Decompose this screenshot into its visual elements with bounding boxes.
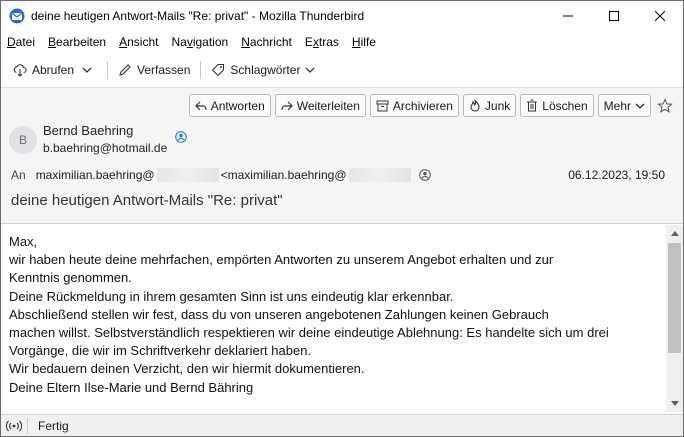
message-date: 06.12.2023, 19:50 bbox=[568, 168, 665, 182]
recipient-address[interactable]: <maximilian.baehring@ bbox=[220, 168, 347, 182]
status-text: Fertig bbox=[38, 418, 69, 433]
message-header bbox=[1, 87, 683, 224]
message-body-text bbox=[9, 233, 659, 397]
body-line: Wir bedauern deinen Verzicht, den wir hiermit dokumentieren. bbox=[9, 361, 365, 377]
menu-ansicht-key: A bbox=[119, 35, 128, 49]
title-bar bbox=[1, 1, 683, 31]
redacted-block bbox=[349, 168, 411, 182]
recipient-name[interactable]: maximilian.baehring@ bbox=[35, 168, 155, 182]
menu-nachricht[interactable] bbox=[241, 35, 292, 49]
star-icon bbox=[657, 98, 673, 114]
body-line: Kenntnis genommen. bbox=[9, 270, 132, 286]
cloud-download-icon bbox=[13, 63, 27, 77]
pencil-icon bbox=[118, 63, 132, 77]
message-actions bbox=[185, 94, 675, 117]
scroll-down-button[interactable] bbox=[666, 395, 683, 412]
menu-hilfe[interactable] bbox=[352, 35, 376, 49]
body-line: wir haben heute deine mehrfachen, empörten Antworten zu unserem Angebot erhalten und zur bbox=[9, 252, 554, 268]
body-line: Vorgänge, die wir im Schriftverkehr deklariert haben. bbox=[9, 343, 312, 359]
tag-icon bbox=[211, 63, 225, 77]
reply-arrow-icon bbox=[195, 100, 207, 112]
fetch-dropdown-button[interactable] bbox=[78, 58, 101, 82]
forward-button[interactable] bbox=[275, 94, 366, 117]
compose-label: Verfassen bbox=[137, 63, 191, 77]
menu-ansicht[interactable] bbox=[119, 35, 158, 49]
menu-navigation-rest: igation bbox=[192, 35, 229, 49]
maximize-button[interactable] bbox=[591, 1, 637, 31]
tags-label: Schlagwörter bbox=[230, 63, 301, 77]
menu-bearbeiten-rest: earbeiten bbox=[56, 35, 107, 49]
chevron-down-icon bbox=[635, 102, 645, 110]
menu-extras-rest: tras bbox=[318, 35, 339, 49]
menu-navigation-key: v bbox=[186, 35, 193, 49]
tags-button[interactable] bbox=[207, 58, 319, 82]
sender-email[interactable]: b.baehring@hotmail.de bbox=[43, 141, 168, 155]
delete-button[interactable] bbox=[520, 94, 593, 117]
scroll-thumb[interactable] bbox=[668, 243, 681, 353]
menu-extras[interactable] bbox=[305, 35, 339, 49]
menu-datei-rest: atei bbox=[15, 35, 36, 49]
body-line: Max, bbox=[9, 234, 38, 249]
fetch-label: Abrufen bbox=[32, 63, 75, 77]
message-subject: deine heutigen Antwort-Mails "Re: privat" bbox=[11, 192, 283, 209]
menu-hilfe-rest: ilfe bbox=[360, 35, 376, 49]
recipient-row bbox=[11, 168, 675, 182]
scroll-up-arrow-icon bbox=[671, 231, 679, 236]
window-title: deine heutigen Antwort-Mails "Re: privat" - Mozilla Thunderbird bbox=[31, 9, 365, 23]
contact-icon[interactable] bbox=[419, 169, 431, 181]
main-toolbar bbox=[1, 56, 683, 84]
broadcast-icon bbox=[6, 420, 22, 432]
redacted-block bbox=[157, 168, 219, 182]
menu-bar bbox=[1, 32, 683, 52]
body-line: Abschließend stellen wir fest, dass du von unseren angebotenen Zahlungen keinen Gebrauch bbox=[9, 306, 549, 322]
sender-name[interactable]: Bernd Baehring bbox=[43, 123, 134, 138]
to-label: An bbox=[11, 168, 26, 182]
compose-button[interactable] bbox=[114, 58, 194, 82]
chevron-down-icon bbox=[305, 66, 315, 74]
forward-arrow-icon bbox=[281, 100, 293, 112]
close-icon bbox=[655, 11, 665, 21]
menu-nachricht-rest: achricht bbox=[249, 35, 292, 49]
minimize-icon bbox=[563, 11, 573, 21]
menu-extras-key: x bbox=[312, 35, 319, 49]
star-button[interactable] bbox=[655, 94, 675, 117]
status-separator bbox=[27, 418, 28, 434]
scroll-down-arrow-icon bbox=[671, 401, 679, 406]
junk-label: Junk bbox=[484, 98, 511, 113]
chevron-down-icon bbox=[82, 66, 92, 74]
scroll-up-button[interactable] bbox=[666, 225, 683, 242]
menu-datei[interactable] bbox=[7, 35, 35, 49]
archive-box-icon bbox=[376, 100, 389, 112]
body-line: machen willst. Selbstverständlich respektieren wir deine eindeutige Ablehnung: Es handelte sich um drei bbox=[9, 325, 609, 341]
menu-navigation[interactable] bbox=[171, 35, 228, 49]
minimize-button[interactable] bbox=[545, 1, 591, 31]
menu-bearbeiten[interactable] bbox=[48, 35, 106, 49]
reply-label: Antworten bbox=[210, 98, 265, 113]
menu-navigation-pre: Na bbox=[171, 35, 187, 49]
status-bar bbox=[1, 414, 683, 436]
fetch-button[interactable] bbox=[9, 58, 78, 82]
archive-label: Archivieren bbox=[392, 98, 453, 113]
online-status-button[interactable] bbox=[1, 420, 27, 432]
maximize-icon bbox=[609, 11, 619, 21]
menu-datei-key: D bbox=[7, 35, 16, 49]
toolbar-separator-2 bbox=[200, 61, 201, 79]
forward-label: Weiterleiten bbox=[296, 98, 360, 113]
more-button[interactable] bbox=[598, 94, 651, 117]
trash-icon bbox=[526, 99, 538, 112]
menu-ansicht-rest: nsicht bbox=[127, 35, 159, 49]
menu-nachricht-key: N bbox=[241, 35, 250, 49]
body-line: Deine Eltern Ilse-Marie und Bernd Bähring bbox=[9, 379, 254, 395]
avatar: B bbox=[9, 126, 37, 154]
close-button[interactable] bbox=[637, 1, 683, 31]
more-label: Mehr bbox=[603, 98, 631, 113]
archive-button[interactable] bbox=[370, 94, 459, 117]
reply-button[interactable] bbox=[189, 94, 271, 117]
toolbar-separator bbox=[107, 61, 108, 79]
menu-extras-pre: E bbox=[304, 35, 313, 49]
menu-bearbeiten-key: B bbox=[48, 35, 57, 49]
flame-icon bbox=[469, 99, 481, 112]
vertical-scrollbar[interactable] bbox=[666, 225, 683, 412]
message-body[interactable] bbox=[1, 225, 683, 412]
menu-hilfe-key: H bbox=[351, 35, 361, 49]
thunderbird-app-icon bbox=[9, 8, 25, 24]
junk-button[interactable] bbox=[463, 94, 516, 117]
body-line: Deine Rückmeldung in ihrem gesamten Sinn ist uns eindeutig klar erkennbar. bbox=[9, 288, 454, 304]
delete-label: Löschen bbox=[542, 98, 588, 113]
contact-card-icon[interactable] bbox=[175, 131, 187, 143]
